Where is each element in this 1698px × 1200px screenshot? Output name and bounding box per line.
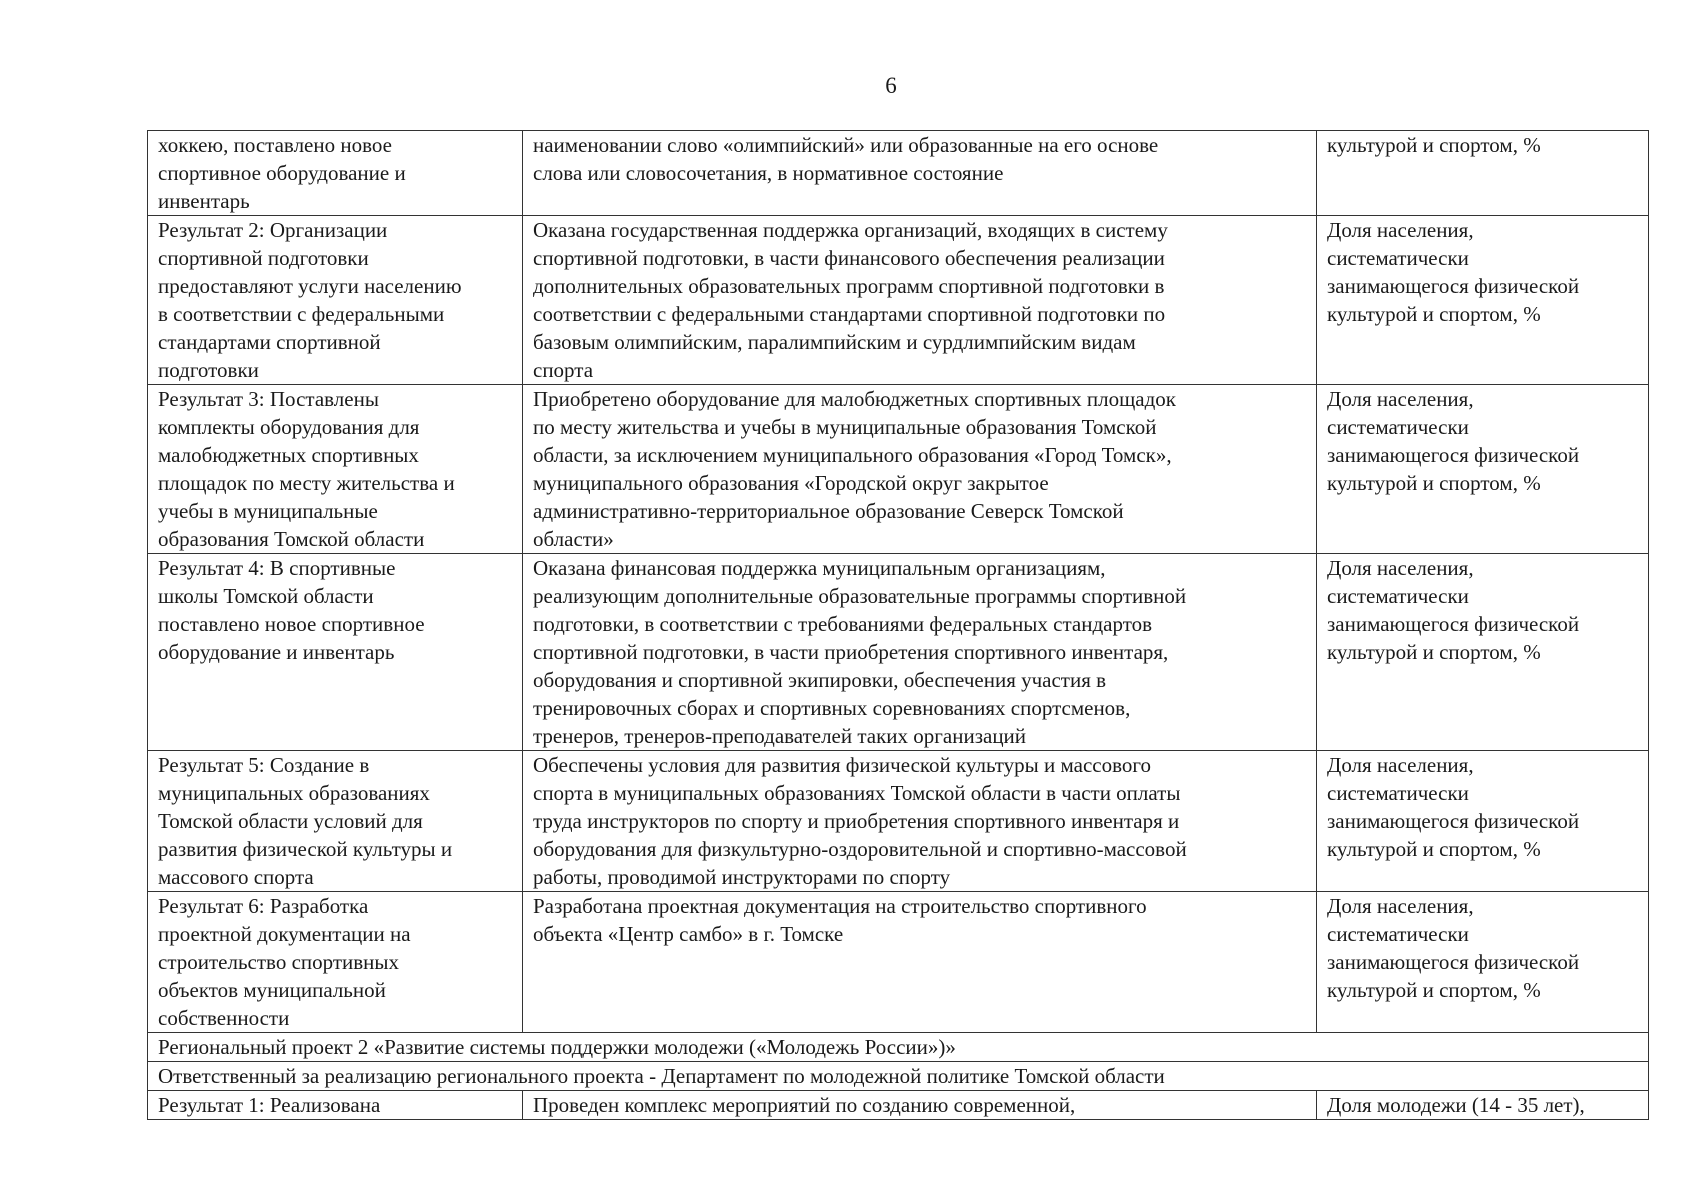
indicator-cell: Доля населения, систематически занимающегося физической культурой и спортом, % <box>1317 216 1649 385</box>
indicator-cell: Доля населения, систематически занимающегося физической культурой и спортом, % <box>1317 751 1649 892</box>
result-cell: Результат 6: Разработка проектной документации на строительство спортивных объектов муниципальной собственности <box>148 892 523 1033</box>
task-cell: наименовании слово «олимпийский» или образованные на его основе слова или словосочетания, в нормативное состояние <box>523 131 1317 216</box>
task-cell: Обеспечены условия для развития физической культуры и массового спорта в муниципальных образованиях Томской области в части оплаты труда инструкторов по спорту и приобретения спортивного инвентаря и оборудования для физкультурно-оздоровительной и спортивно-массовой работы, проводимой инструкторами по спорту <box>523 751 1317 892</box>
project-responsible-row <box>148 1062 1649 1091</box>
result-cell: Результат 4: В спортивные школы Томской области поставлено новое спортивное оборудование и инвентарь <box>148 554 523 751</box>
indicator-cell: Доля населения, систематически занимающегося физической культурой и спортом, % <box>1317 554 1649 751</box>
indicator-cell: Доля населения, систематически занимающегося физической культурой и спортом, % <box>1317 385 1649 554</box>
table-row <box>148 1091 1649 1120</box>
task-cell: Разработана проектная документация на строительство спортивного объекта «Центр самбо» в г. Томске <box>523 892 1317 1033</box>
page-number: 6 <box>885 73 897 98</box>
table-row <box>148 751 1649 892</box>
indicator-cell: Доля населения, систематически занимающегося физической культурой и спортом, % <box>1317 892 1649 1033</box>
table-row <box>148 554 1649 751</box>
results-table <box>147 130 1649 1120</box>
result-cell: Результат 5: Создание в муниципальных образованиях Томской области условий для развития физической культуры и массового спорта <box>148 751 523 892</box>
table-row <box>148 892 1649 1033</box>
task-cell: Оказана государственная поддержка организаций, входящих в систему спортивной подготовки, в части финансового обеспечения реализации дополнительных образовательных программ спортивной подготовки в соответствии с федеральными стандартами спортивной подготовки по базовым олимпийским, паралимпийским и сурдлимпийским видам спорта <box>523 216 1317 385</box>
indicator-cell: культурой и спортом, % <box>1317 131 1649 216</box>
table-row <box>148 131 1649 216</box>
task-cell: Оказана финансовая поддержка муниципальным организациям, реализующим дополнительные образовательные программы спортивной подготовки, в соответствии с требованиями федеральных стандартов спортивной подготовки, в части приобретения спортивного инвентаря, оборудования и спортивной экипировки, обеспечения участия в тренировочных сборах и спортивных соревнованиях спортсменов, тренеров, тренеров-преподавателей таких организаций <box>523 554 1317 751</box>
result-cell: хоккею, поставлено новое спортивное оборудование и инвентарь <box>148 131 523 216</box>
result-cell: Результат 1: Реализована <box>148 1091 523 1120</box>
indicator-cell: Доля молодежи (14 - 35 лет), <box>1317 1091 1649 1120</box>
task-cell: Приобретено оборудование для малобюджетных спортивных площадок по месту жительства и учебы в муниципальные образования Томской области, за исключением муниципального образования «Город Томск», муниципального образования «Городской округ закрытое административно-территориальное образование Северск Томской области» <box>523 385 1317 554</box>
result-cell: Результат 3: Поставлены комплекты оборудования для малобюджетных спортивных площадок по месту жительства и учебы в муниципальные образования Томской области <box>148 385 523 554</box>
project-title-row <box>148 1033 1649 1062</box>
result-cell: Результат 2: Организации спортивной подготовки предоставляют услуги населению в соответствии с федеральными стандартами спортивной подготовки <box>148 216 523 385</box>
project-title: Региональный проект 2 «Развитие системы поддержки молодежи («Молодежь России»)» <box>148 1033 1649 1062</box>
task-cell: Проведен комплекс мероприятий по созданию современной, <box>523 1091 1317 1120</box>
table-row <box>148 385 1649 554</box>
project-responsible: Ответственный за реализацию регионального проекта - Департамент по молодежной политике Томской области <box>148 1062 1649 1091</box>
table-row <box>148 216 1649 385</box>
